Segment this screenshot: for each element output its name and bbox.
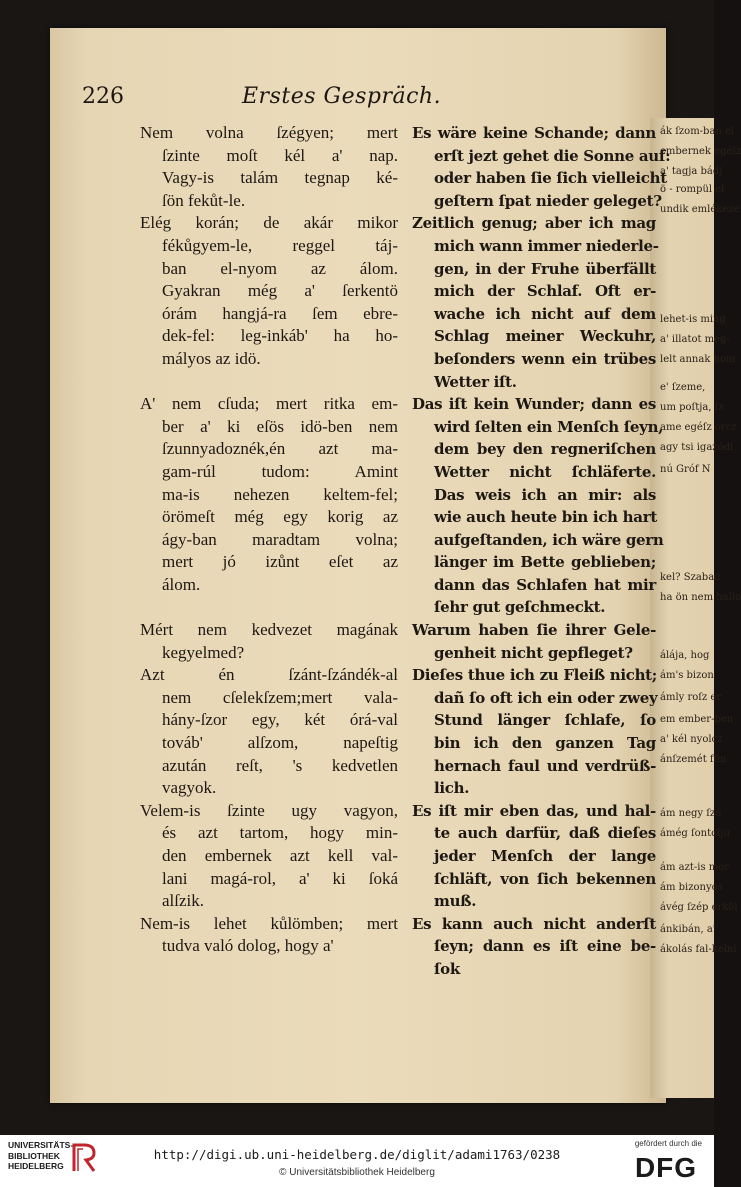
adjacent-page-fragment: ám negy ſzó: [660, 808, 722, 819]
adjacent-page-fragment: ha ön nem hallo: [660, 592, 741, 603]
text-line: ſzinte moſt kél a' nap.: [162, 145, 398, 165]
adjacent-page-fragment: a' tagja bádj: [660, 166, 723, 177]
adjacent-page-fragment: kel? Szabad: [660, 572, 721, 583]
dialogue-paragraph: [412, 393, 664, 619]
viewer-footer: [0, 1135, 714, 1187]
text-line: lani magá-rol, a' ki ſoká: [162, 868, 398, 888]
dialogue-paragraph: [412, 913, 656, 981]
text-line: genheit nicht gepfleget?: [434, 643, 633, 662]
dialogue-paragraph: [412, 212, 659, 393]
library-name-line: UNIVERSITÄTS-: [8, 1140, 74, 1150]
text-line: hány-ſzor egy, két órá-val: [162, 710, 398, 730]
text-line: mályos az idö.: [162, 348, 261, 368]
text-line: Dieſes thue ich zu Fleiß nicht;: [412, 666, 658, 685]
text-line: Stund länger ſchlafe, ſo: [434, 711, 656, 730]
text-line: wache ich nicht auf dem: [434, 304, 656, 323]
text-line: örömeſt még egy korig az: [162, 507, 398, 527]
adjacent-page-fragment: a' kél nyolcz: [660, 734, 723, 745]
adjacent-page-fragment: undik emlékeze: [660, 204, 740, 215]
dfg-logo-text: DFG: [634, 1152, 698, 1183]
adjacent-page-fragment: ávég ſzép erköl: [660, 902, 738, 913]
adjacent-page-fragment: ámég ſontolju: [660, 828, 730, 839]
text-line: erſt jezt gehet die Sonne auf:: [434, 146, 671, 165]
text-line: órám hangjá-ra ſem ebre-: [162, 303, 398, 323]
text-line: álom.: [162, 574, 201, 594]
adjacent-page-fragment: nú Gróf N: [660, 464, 711, 475]
hungarian-text-column: [140, 122, 398, 958]
text-line: mert jó izůnt eſet az: [162, 552, 398, 572]
library-logo-icon: [70, 1141, 98, 1175]
text-line: beſonders wenn ein trübes: [434, 349, 656, 368]
text-line: Es wäre keine Schande; dann: [412, 124, 656, 142]
text-line: muß.: [434, 892, 477, 911]
text-line: gen, in der Fruhe überfällt: [434, 259, 656, 278]
library-name: [8, 1140, 78, 1172]
text-line: lich.: [434, 779, 470, 798]
adjacent-page-fragment: lelt annak hom: [660, 354, 736, 365]
adjacent-page-fragment: ám bizonyos: [660, 882, 723, 893]
text-line: Azt én ſzánt-ſzándék-al: [140, 665, 398, 685]
text-line: nem cſelekſzem;mert vala-: [162, 687, 398, 707]
page-number: 226: [82, 84, 124, 109]
dialogue-paragraph: [412, 664, 656, 800]
text-line: ágy-ban maradtam volna;: [162, 529, 398, 549]
adjacent-page-fragment: agy tsi igazódi: [660, 442, 734, 453]
text-line: ſzunnyadoznék,én azt ma-: [162, 439, 398, 459]
text-line: dek-fel: leg-inkáb' ha ho-: [162, 326, 398, 346]
text-line: ma-is nehezen keltem-fel;: [162, 484, 398, 504]
text-line: ſchläft, von ſich bekennen: [434, 869, 656, 888]
dialogue-paragraph: [140, 800, 398, 913]
text-line: Nem-is lehet kůlömben; mert: [140, 913, 398, 933]
text-line: den embernek azt kell val-: [162, 846, 398, 865]
text-line: azután reſt, 's kedvetlen: [162, 755, 398, 775]
copyright-notice: © Universitätsbibliothek Heidelberg: [279, 1167, 435, 1178]
text-line: ſeyn; dann es iſt eine be-: [434, 937, 656, 956]
text-line: oder haben ſie ſich vielleicht: [434, 169, 667, 188]
text-line: geſtern ſpat nieder geleget?: [434, 191, 662, 210]
dfg-logo-icon[interactable]: [630, 1151, 702, 1181]
dialogue-paragraph: [140, 212, 398, 370]
adjacent-page-fragment: e' ſzeme,: [660, 382, 706, 393]
text-line: Wetter nicht ſchläferte.: [434, 462, 656, 481]
text-line: länger im Bette geblieben;: [434, 553, 656, 572]
text-line: wird ſelten ein Menſch ſeyn,: [434, 417, 664, 436]
dialogue-paragraph: [140, 913, 398, 958]
text-line: gam-rúl tudom: Amint: [162, 461, 398, 481]
dialogue-paragraph: [412, 800, 656, 913]
adjacent-page-fragment: ám azt-is mor: [660, 862, 730, 873]
text-line: ſehr gut geſchmeckt.: [434, 598, 606, 617]
adjacent-page-edge: [650, 118, 741, 1098]
text-line: fékůgyem-le, reggel táj-: [162, 235, 398, 255]
adjacent-page-fragment: ánſzemét fün: [660, 754, 727, 765]
library-name-line: HEIDELBERG: [8, 1161, 64, 1171]
text-line: továb' alſzom, napeſtig: [162, 733, 398, 753]
text-line: dem bey den regneriſchen: [434, 440, 656, 459]
text-line: Mért nem kedvezet magának: [140, 620, 398, 640]
text-line: tudva való dolog, hogy a': [162, 936, 334, 956]
text-line: ban el-nyom az álom.: [162, 258, 398, 278]
text-line: Wetter iſt.: [434, 372, 517, 391]
text-line: Es iſt mir eben das, und hal-: [412, 801, 656, 820]
text-line: ſön fekůt-le.: [162, 190, 246, 210]
text-line: bin ich den ganzen Tag: [434, 734, 656, 753]
adjacent-page-fragment: ánkibán, a': [660, 924, 716, 935]
adjacent-page-fragment: ame egéſz orcz: [660, 422, 737, 433]
text-line: Warum haben ſie ihrer Gele-: [412, 621, 656, 640]
adjacent-page-fragment: lehet-is ming: [660, 314, 726, 325]
text-line: hernach faul und verdrüß-: [434, 756, 656, 775]
running-title: Erstes Gespräch.: [242, 84, 442, 109]
paragraph-gap: [140, 596, 398, 619]
text-line: Das iſt kein Wunder; dann es: [412, 395, 656, 414]
text-line: wie auch heute bin ich hart: [434, 508, 657, 527]
text-line: Vagy-is talám tegnap ké-: [162, 168, 398, 188]
text-line: mich der Schlaf. Oft er-: [434, 282, 656, 301]
dialogue-paragraph: [140, 122, 398, 212]
text-line: dann das Schlafen hat mir: [434, 575, 656, 594]
text-line: Velem-is ſzinte ugy vagyon,: [140, 800, 398, 820]
text-line: kegyelmed?: [162, 642, 245, 662]
dialogue-paragraph: [412, 619, 656, 664]
text-line: Es kann auch nicht anderſt: [412, 914, 656, 933]
text-line: Zeitlich genug; aber ich mag: [412, 214, 656, 233]
adjacent-page-fragment: embernek egéſz: [660, 146, 741, 157]
dialogue-paragraph: [140, 664, 398, 800]
text-line: Elég korán; de akár mikor: [140, 213, 398, 233]
text-line: Nem volna ſzégyen; mert: [140, 123, 398, 142]
text-line: alſzik.: [162, 891, 205, 911]
source-url-link[interactable]: http://digi.ub.uni-heidelberg.de/diglit/adami1763/0238: [153, 1147, 561, 1162]
running-head: [82, 82, 502, 112]
paragraph-gap: [140, 371, 398, 394]
text-line: Schlag meiner Weckuhr,: [434, 327, 656, 346]
text-line: ber a' ki eſös idö-ben nem: [162, 416, 398, 436]
adjacent-page-fragment: a' illatot meg-: [660, 334, 730, 345]
adjacent-page-fragment: em ember-ben: [660, 714, 734, 725]
adjacent-page-fragment: ö - rompül el: [660, 184, 725, 195]
adjacent-page-fragment: ák ſzom-ban el: [660, 126, 735, 137]
text-line: vagyok.: [162, 778, 217, 798]
adjacent-page-fragment: ámly roſz er: [660, 692, 722, 703]
text-line: és azt tartom, hogy min-: [162, 823, 398, 843]
adjacent-page-fragment: álája, hog: [660, 650, 710, 661]
adjacent-page-fragment: um poſtja, ſz: [660, 402, 724, 413]
text-line: Gyakran még a' ſerkentö: [162, 281, 398, 301]
dialogue-paragraph: [140, 619, 398, 664]
text-line: Das weis ich an mir: als: [434, 485, 656, 504]
german-text-column: [412, 122, 671, 981]
text-line: mich wann immer niederle-: [434, 236, 659, 255]
text-line: ſok: [434, 959, 460, 978]
library-name-line: BIBLIOTHEK: [8, 1150, 60, 1161]
text-line: A' nem cſuda; mert ritka em-: [140, 394, 398, 414]
dialogue-paragraph: [412, 122, 671, 212]
text-line: jeder Menſch der lange: [434, 847, 656, 865]
adjacent-page-fragment: ám's bizon: [660, 670, 714, 681]
text-line: dañ ſo oft ich ein oder zwey: [434, 688, 658, 707]
dialogue-paragraph: [140, 393, 398, 596]
adjacent-page-fragment: ákolás fal-kelni: [660, 944, 737, 955]
text-line: aufgeſtanden, ich wäre gern: [434, 530, 664, 549]
funder-label: gefördert durch die: [634, 1139, 702, 1148]
text-line: te auch darfür, daß dieſes: [434, 824, 656, 843]
